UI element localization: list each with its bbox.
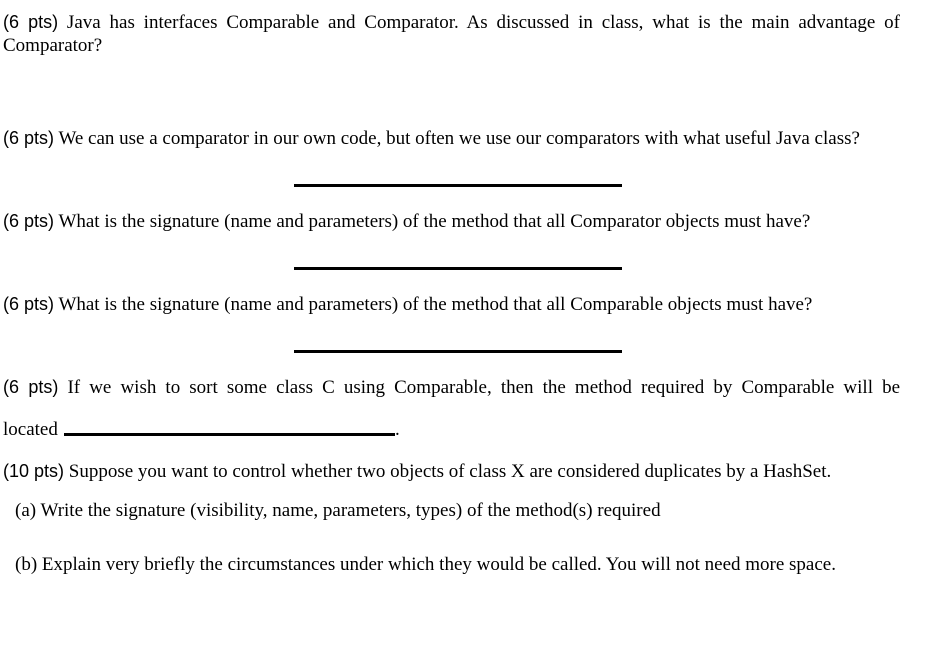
question-5-text: If we wish to sort some class C using Comparable, then the method required by Comparable will be [67,377,900,398]
question-1-text: Java has interfaces Comparable and Comparator. As discussed in class, what is the main advantage of [66,12,901,33]
question-5-points: (6 pts) [3,377,59,397]
part-b-text: Explain very briefly the circumstances under which they would be called. You will not need more space. [41,554,836,575]
question-2-text: We can use a comparator in our own code, but often we use our comparators with what useful Java class? [58,128,860,149]
question-3-text: What is the signature (name and parameters) of the method that all Comparator objects must have? [58,211,811,232]
question-6-points: (10 pts) [3,461,65,481]
answer-blank-5[interactable] [64,433,395,436]
question-6-part-b [15,553,836,577]
question-4 [3,292,812,317]
question-4-text: What is the signature (name and parameters) of the method that all Comparable objects must have? [58,294,813,315]
question-2-points: (6 pts) [3,128,55,148]
question-5-line2 [3,418,58,442]
question-3-points: (6 pts) [3,211,55,231]
answer-blank-2[interactable] [294,184,622,187]
question-1 [3,10,900,35]
part-a-label: (a) [15,500,37,521]
part-b-label: (b) [15,554,38,575]
question-1-points: (6 pts) [3,12,59,32]
question-5 [3,375,900,400]
question-6-part-a [15,499,661,523]
question-2 [3,126,860,151]
answer-blank-3[interactable] [294,267,622,270]
question-6-text: Suppose you want to control whether two objects of class X are considered duplicates by a HashSet. [68,461,832,482]
question-3 [3,209,810,234]
question-1-line2: Comparator? [3,35,103,56]
part-a-text: Write the signature (visibility, name, parameters, types) of the method(s) required [40,500,661,521]
question-5-located: located [3,419,58,440]
question-4-points: (6 pts) [3,294,55,314]
question-6 [3,459,831,484]
answer-blank-4[interactable] [294,350,622,353]
question-5-period: . [395,419,400,440]
